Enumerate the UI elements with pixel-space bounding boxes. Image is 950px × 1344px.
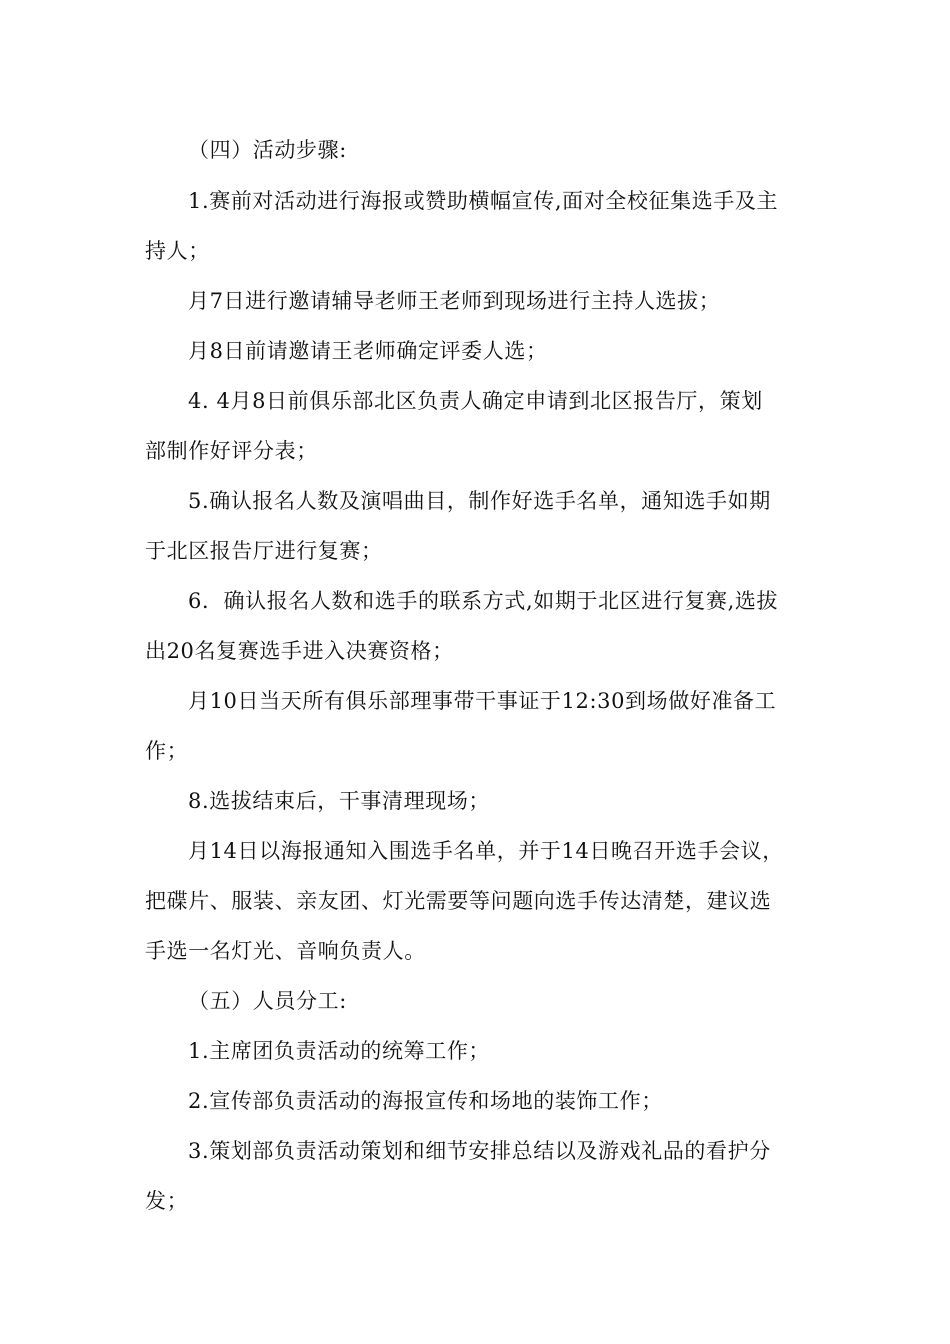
paragraph-line: 把碟片、服装、亲友团、灯光需要等问题向选手传达清楚，建议选 [145, 889, 772, 913]
paragraph-line: 出20名复赛选手进入决赛资格； [145, 639, 454, 663]
paragraph-line: 持人； [145, 239, 210, 263]
paragraph-line: 月8日前请邀请王老师确定评委人选； [188, 339, 548, 363]
paragraph-line: 1.赛前对活动进行海报或赞助横幅宣传,面对全校征集选手及主 [188, 189, 779, 213]
paragraph-line: 1.主席团负责活动的统筹工作； [188, 1039, 491, 1063]
paragraph-line: 4. 4月8日前俱乐部北区负责人确定申请到北区报告厅，策划 [188, 389, 763, 413]
section-heading-steps: （四）活动步骤: [188, 138, 347, 162]
paragraph-line: 发； [145, 1189, 189, 1213]
paragraph-line: 月10日当天所有俱乐部理事带干事证于12:30到场做好准备工 [188, 689, 777, 713]
paragraph-line: 3.策划部负责活动策划和细节安排总结以及游戏礼品的看护分 [188, 1139, 771, 1163]
paragraph-line: 2.宣传部负责活动的海报宣传和场地的装饰工作； [188, 1089, 663, 1113]
paragraph-line: 5.确认报名人数及演唱曲目，制作好选手名单，通知选手如期 [188, 489, 771, 513]
paragraph-line: 部制作好评分表； [145, 439, 318, 463]
paragraph-line: 8.选拔结束后，干事清理现场； [188, 789, 491, 813]
paragraph-line: 作； [145, 739, 189, 763]
paragraph-line: 手选一名灯光、音响负责人。 [145, 939, 426, 963]
paragraph-line: 于北区报告厅进行复赛； [145, 539, 383, 563]
paragraph-line: 6．确认报名人数和选手的联系方式,如期于北区进行复赛,选拔 [188, 589, 779, 613]
paragraph-line: 月7日进行邀请辅导老师王老师到现场进行主持人选拔； [188, 289, 721, 313]
paragraph-line: 月14日以海报通知入围选手名单，并于14日晚召开选手会议， [188, 839, 784, 863]
section-heading-roles: （五）人员分工: [188, 989, 347, 1013]
